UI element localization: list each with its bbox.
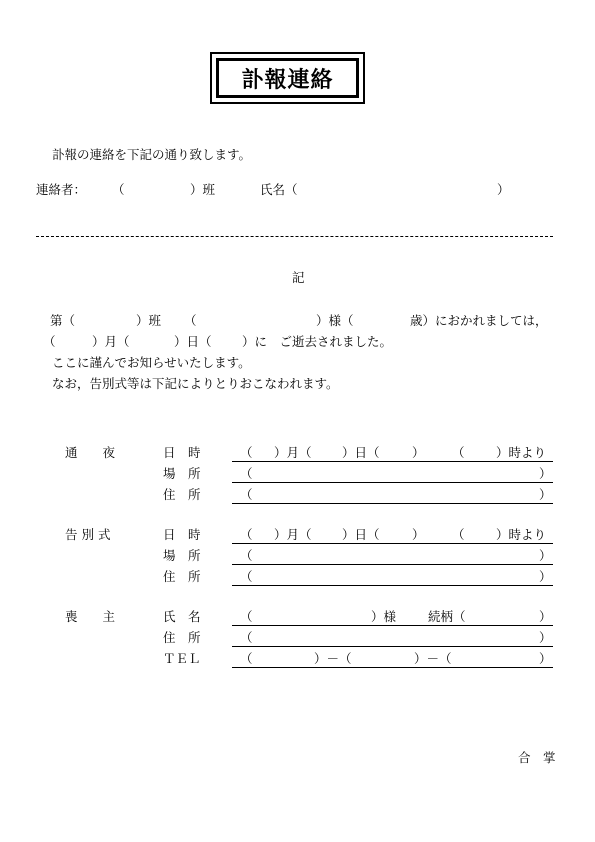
funeral-address-close: ） <box>539 569 552 584</box>
chief-name-open: （ <box>240 609 253 624</box>
wake-address-label: 住 所 <box>163 487 201 502</box>
wake-dt-open: （ <box>240 445 253 460</box>
wake-address-open: （ <box>240 487 253 502</box>
funeral-address-open: （ <box>240 569 253 584</box>
body-line3: ここに謹んでお知らせいたします。 <box>52 355 251 370</box>
body-line1-prefix: 第（ <box>50 313 76 328</box>
contact-han: ）班 <box>190 182 216 197</box>
wake-label: 通 夜 <box>65 445 116 460</box>
chief-label: 喪 主 <box>65 609 116 624</box>
chief-tel-dash2: ）－（ <box>414 651 452 666</box>
chief-name-sama: ）様 <box>371 609 397 624</box>
chief-tel-label: ＴＥＬ <box>163 651 201 666</box>
wake-dt-month: ）月（ <box>274 445 312 460</box>
wake-dt-yori: ）時より <box>496 445 547 460</box>
dashed-divider <box>36 236 553 237</box>
contact-label: 連絡者： <box>36 182 87 197</box>
title-frame <box>210 52 365 104</box>
chief-relation-label: 続柄（ <box>428 609 466 624</box>
chief-address-close: ） <box>539 630 552 645</box>
chief-relation-close: ） <box>539 609 552 624</box>
chief-tel-underline <box>232 667 553 668</box>
funeral-dt-day: ）日（ <box>342 527 380 542</box>
ki-heading: 記 <box>292 270 305 285</box>
body-line1-open: （ <box>184 313 197 328</box>
body-line2-day: ）日（ <box>174 334 212 349</box>
wake-dt-open2: （ <box>452 445 465 460</box>
funeral-address-label: 住 所 <box>163 569 201 584</box>
wake-place-underline <box>232 482 553 483</box>
wake-dt-day: ）日（ <box>342 445 380 460</box>
funeral-dt-open2: （ <box>452 527 465 542</box>
funeral-place-underline <box>232 564 553 565</box>
intro-text: 訃報の連絡を下記の通り致します。 <box>52 147 252 162</box>
wake-datetime-label: 日 時 <box>163 445 201 460</box>
funeral-datetime-underline <box>232 543 553 544</box>
chief-address-open: （ <box>240 630 253 645</box>
chief-tel-dash1: ）－（ <box>314 651 352 666</box>
funeral-dt-mid: ） <box>412 527 425 542</box>
body-line2-ni: ）に ご逝去されました。 <box>242 334 393 349</box>
closing-gassho: 合 掌 <box>518 750 556 765</box>
funeral-place-open: （ <box>240 548 253 563</box>
wake-place-label: 場 所 <box>163 466 201 481</box>
funeral-dt-open: （ <box>240 527 253 542</box>
body-line2-open: （ <box>43 334 56 349</box>
wake-datetime-underline <box>232 461 553 462</box>
wake-address-underline <box>232 503 553 504</box>
contact-open-paren: （ <box>112 182 125 197</box>
funeral-place-label: 場 所 <box>163 548 201 563</box>
chief-tel-open: （ <box>240 651 253 666</box>
chief-address-label: 住 所 <box>163 630 201 645</box>
chief-name-label: 氏 名 <box>163 609 201 624</box>
wake-dt-mid: ） <box>412 445 425 460</box>
funeral-datetime-label: 日 時 <box>163 527 201 542</box>
contact-close-paren: ） <box>497 182 510 197</box>
funeral-dt-yori: ）時より <box>496 527 547 542</box>
body-line2-month: ）月（ <box>92 334 130 349</box>
funeral-label: 告 別 式 <box>65 527 111 542</box>
body-line1-sama: ）様（ <box>316 313 354 328</box>
body-line4: なお，告別式等は下記によりとりおこなわれます。 <box>52 376 339 391</box>
body-line1-age: 歳）におかれましては， <box>410 313 548 328</box>
funeral-dt-month: ）月（ <box>274 527 312 542</box>
document-title: 訃報連絡 <box>216 58 359 98</box>
chief-name-underline <box>232 625 553 626</box>
chief-tel-close: ） <box>539 651 552 666</box>
body-line1-han: ）班 <box>136 313 162 328</box>
contact-name-label: 氏名（ <box>260 182 298 197</box>
funeral-address-underline <box>232 585 553 586</box>
funeral-place-close: ） <box>539 548 552 563</box>
chief-address-underline <box>232 646 553 647</box>
wake-address-close: ） <box>539 487 552 502</box>
wake-place-open: （ <box>240 466 253 481</box>
wake-place-close: ） <box>539 466 552 481</box>
